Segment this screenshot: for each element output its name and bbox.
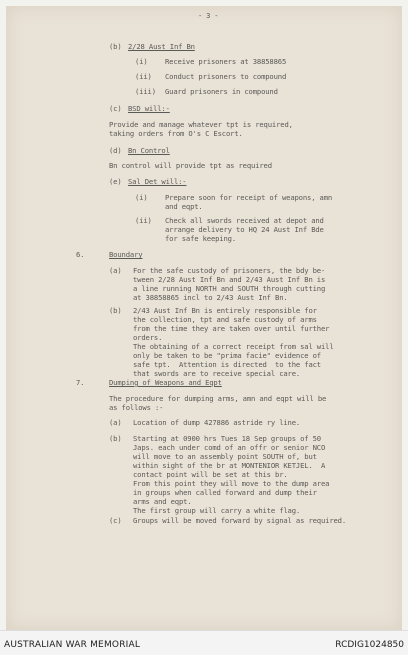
text-line: Japs. each under comd of an offr or senior NCO	[133, 443, 326, 452]
item-text: Conduct prisoners to compound	[165, 72, 287, 81]
text-line: Starting at 0900 hrs Tues 18 Sep groups of 50	[133, 434, 321, 443]
item-marker: (a)	[109, 418, 122, 427]
section-b-heading: 2/28 Aust Inf Bn	[128, 42, 195, 51]
text-line: Location of dump 427886 astride ry line.	[133, 418, 301, 427]
item-marker: (a)	[109, 266, 122, 275]
text-line: Prepare soon for receipt of weapons, amn	[165, 193, 333, 202]
section-d-heading: Bn Control	[128, 146, 170, 155]
item-marker: (iii)	[135, 87, 156, 96]
text-line: within sight of the br at MONTENIOR KETJEL. A	[133, 461, 326, 470]
text-line: taking orders from O's C Escort.	[109, 129, 243, 138]
text-line: contact point will be set at this br.	[133, 470, 288, 479]
item-marker: (ii)	[135, 72, 152, 81]
section-c-heading: BSD will:-	[128, 104, 170, 113]
text-line: as follows :-	[109, 403, 164, 412]
text-line: arms and eqpt.	[133, 497, 192, 506]
item-marker: (c)	[109, 516, 122, 525]
text-line: The procedure for dumping arms, amn and eqpt will be	[109, 394, 327, 403]
text-line: arrange delivery to HQ 24 Aust Inf Bde	[165, 225, 324, 234]
text-line: 2/43 Aust Inf Bn is entirely responsible for	[133, 306, 317, 315]
text-line: Provide and manage whatever tpt is required,	[109, 120, 293, 129]
footer-source: AUSTRALIAN WAR MEMORIAL	[4, 640, 141, 650]
text-line: will move to an assembly point SOUTH of, but	[133, 452, 317, 461]
footer-record-id: RCDIG1024850	[335, 640, 404, 650]
text-line: a line running NORTH and SOUTH through cutting	[133, 284, 326, 293]
item-marker: (ii)	[135, 216, 152, 225]
item-marker: (i)	[135, 57, 148, 66]
section-c-marker: (c)	[109, 104, 122, 113]
section-d-marker: (d)	[109, 146, 122, 155]
text-line: at 38858865 incl to 2/43 Aust Inf Bn.	[133, 293, 288, 302]
text-line: the collection, tpt and safe custody of arms	[133, 315, 317, 324]
text-line: For the safe custody of prisoners, the bdy be-	[133, 266, 326, 275]
page-number: - 3 -	[198, 12, 219, 20]
section-7-heading: Dumping of Weapons and Eqpt	[109, 378, 222, 387]
text-line: Groups will be moved forward by signal as required.	[133, 516, 347, 525]
section-6-heading: Boundary	[109, 250, 143, 259]
text-line: for safe keeping.	[165, 234, 237, 243]
text-line: only be taken to be "prima facie" evidence of	[133, 351, 321, 360]
item-text: Receive prisoners at 38858865	[165, 57, 287, 66]
text-line: The obtaining of a correct receipt from sal will	[133, 342, 334, 351]
text-line: and eqpt.	[165, 202, 203, 211]
text-line: safe tpt. Attention is directed to the fact	[133, 360, 321, 369]
section-e-marker: (e)	[109, 177, 122, 186]
item-marker: (b)	[109, 306, 122, 315]
text-line: that swords are to receive special care.	[133, 369, 301, 378]
text-line: from the time they are taken over until further	[133, 324, 330, 333]
text-line: Bn control will provide tpt as required	[109, 161, 272, 170]
text-line: Check all swords received at depot and	[165, 216, 324, 225]
text-line: orders.	[133, 333, 163, 342]
item-marker: (i)	[135, 193, 148, 202]
text-line: in groups when called forward and dump their	[133, 488, 317, 497]
section-e-heading: Sal Det will:-	[128, 177, 187, 186]
text-line: tween 2/28 Aust Inf Bn and 2/43 Aust Inf Bn is	[133, 275, 326, 284]
item-text: Guard prisoners in compound	[165, 87, 278, 96]
paragraph-number: 7.	[76, 378, 85, 387]
archive-footer	[0, 630, 408, 655]
paragraph-number: 6.	[76, 250, 85, 259]
text-line: The first group will carry a white flag.	[133, 506, 301, 515]
item-marker: (b)	[109, 434, 122, 443]
text-line: From this point they will move to the dump area	[133, 479, 330, 488]
section-b-marker: (b)	[109, 42, 122, 51]
